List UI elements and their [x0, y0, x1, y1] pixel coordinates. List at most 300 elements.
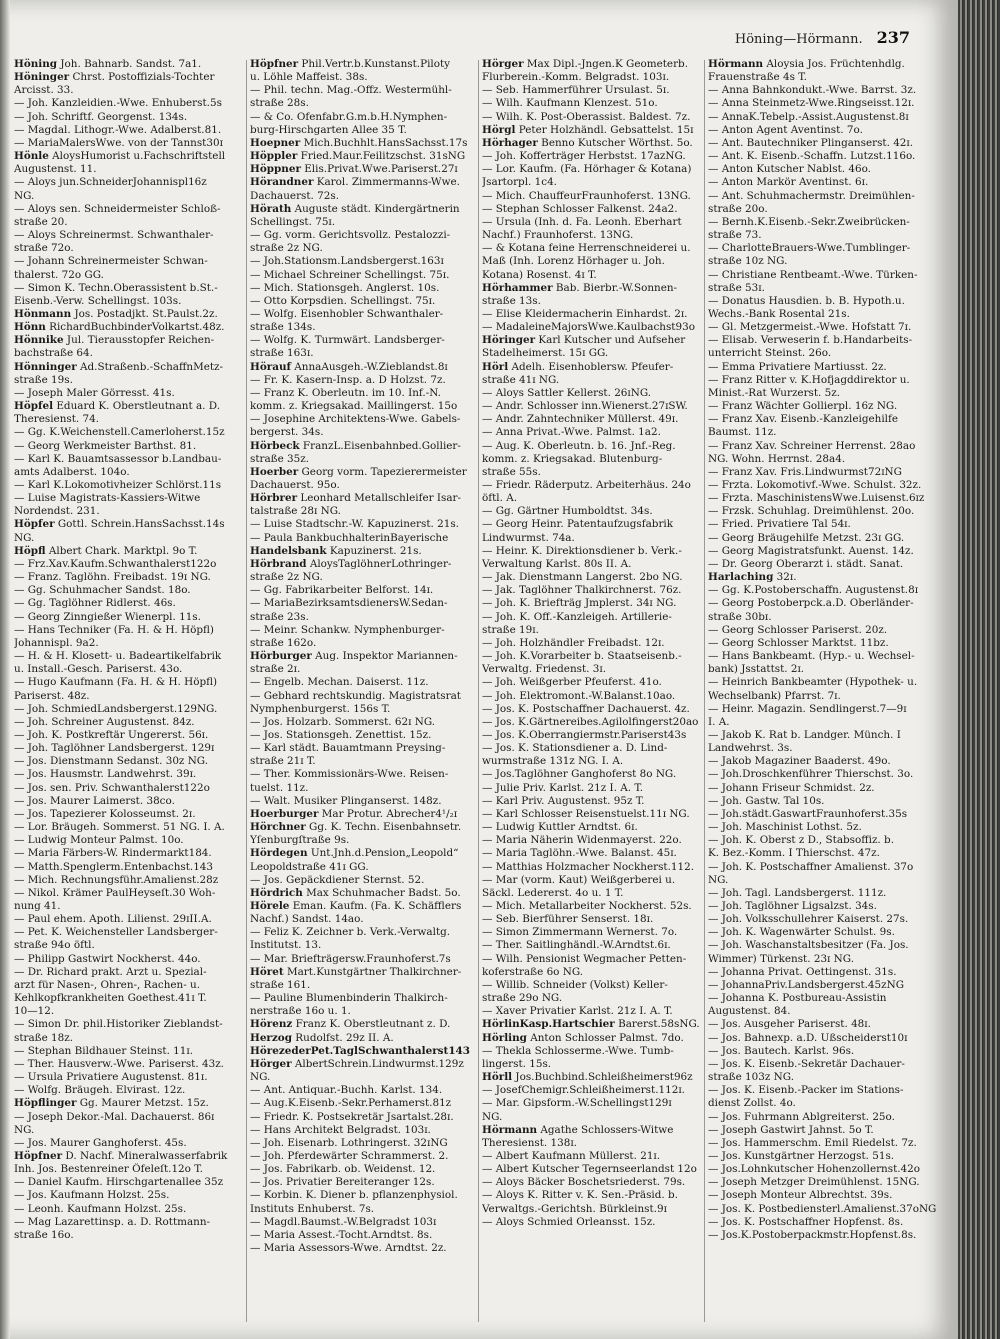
directory-entry: Höppler Fried.Maur.Feilitzschst. 31sNG — [250, 150, 466, 163]
directory-entry: Hörhammer Bab. Bierbr.-W.Sonnen- — [482, 281, 678, 294]
directory-entry: — Michael Schreiner Schellingst. 75ɪ. — [250, 268, 450, 281]
directory-entry: NG. — [14, 1123, 35, 1136]
directory-entry: — Joh. Kanzleidien.-Wwe. Enhuberst.5s — [14, 97, 222, 110]
directory-entry: Nymphenburgerst. 156s T. — [250, 702, 391, 715]
directory-entry: — Joh. Weißgerber Pfeuferst. 41o. — [482, 676, 662, 689]
directory-entry: nerstraße 16o u. 1. — [250, 1005, 351, 1018]
directory-entry: straße 103z NG. — [708, 1071, 794, 1084]
directory-entry: amts Adalberst. 104o. — [14, 465, 130, 478]
directory-entry: — Elisab. Verweserin f. b.Handarbeits- — [708, 334, 913, 347]
directory-entry: — & Co. Ofenfabr.G.m.b.H.Nymphen- — [250, 110, 448, 123]
directory-entry: — Jos. K. Postbediensterl.Amalienst.37oNG — [708, 1202, 937, 1215]
directory-entry: — Joseph Gastwirt Jahnst. 5o T. — [708, 1123, 874, 1136]
directory-entry: NG. — [482, 1110, 503, 1123]
column-rule — [246, 60, 247, 1322]
directory-entry: — Meinr. Schankw. Nymphenburger- — [250, 623, 445, 636]
directory-entry: Hörbrand AloysTaglöhnerLothringer- — [250, 557, 452, 570]
directory-entry: bank) Jsstattst. 2ɪ. — [708, 663, 805, 676]
directory-column-1 — [14, 58, 254, 1328]
directory-entry: HörlinKasp.Hartschier Barerst.58sNG. — [482, 1018, 700, 1031]
directory-entry: — Emma Privatiere Martiusst. 2z. — [708, 360, 887, 373]
directory-entry: — Frzsk. Schuhlag. Dreimühlenst. 20o. — [708, 505, 915, 518]
directory-entry: — Franz K. Oberleutn. im 10. Inf.-N. — [250, 386, 441, 399]
directory-entry: — Joh. K. Oberst z D., Stabsoffiz. b. — [708, 834, 894, 847]
directory-entry: — Karl K.Lokomotivheizer Schlörst.11s — [14, 479, 222, 491]
directory-entry: — Andr. Schlosser inn.Wienerst.27ɪSW. — [482, 400, 688, 413]
directory-entry: — Mag Lazarettinsp. a. D. Rottmann- — [14, 1215, 211, 1228]
directory-entry: tuelst. 11z. — [250, 781, 309, 794]
directory-entry: — Heinr. Magazin. Sendlingerst.7—9ɪ — [708, 702, 907, 715]
directory-entry: — MariaMalersWwe. von der Tannst30ɪ — [14, 136, 223, 149]
directory-entry: Hörling Anton Schlosser Palmst. 7do. — [482, 1031, 684, 1044]
directory-entry: Hörbrer Leonhard Metallschleifer Isar- — [250, 492, 461, 505]
directory-entry: — Albert Kaufmann Müllerst. 21ɪ. — [482, 1149, 661, 1162]
directory-entry: — Jos. Kunstgärtner Herzogst. 51s. — [708, 1149, 895, 1162]
directory-entry: — Jos. Maurer Ganghoferst. 45s. — [14, 1136, 187, 1149]
directory-entry: bergerst. 34s. — [250, 426, 324, 439]
directory-entry: — Wilh. Kaufmann Klenzest. 51o. — [482, 97, 658, 110]
directory-entry: Theresienst. 74. — [14, 413, 100, 426]
directory-entry: — Jos. K. Eisenb.-Sekretär Dachauer- — [708, 1057, 905, 1070]
directory-entry: — Gg. Gärtner Humboldtst. 34s. — [482, 505, 653, 518]
directory-entry: — Lor. Bräugeh. Sommerst. 51 NG. I. A. — [14, 821, 225, 834]
directory-entry: straße 29o NG. — [482, 992, 563, 1005]
directory-entry: — Jos. Holzarb. Sommerst. 62ɪ NG. — [250, 715, 436, 728]
directory-entry: — Jos. K. Stationsdiener a. D. Lind- — [482, 742, 668, 755]
directory-entry: — Xaver Privatier Karlst. 21z I. A. T. — [482, 1005, 673, 1018]
directory-entry: u. Löhle Maffeist. 38s. — [250, 71, 368, 84]
directory-entry: — Maria Näherin Widenmayerst. 22o. — [482, 834, 682, 847]
directory-entry: straße 73. — [708, 229, 762, 242]
directory-entry: — Jos. Fuhrmann Ablgreiterst. 25o. — [708, 1110, 895, 1123]
directory-entry: — Gg. Fabrikarbeiter Belforst. 14ɪ. — [250, 584, 434, 597]
directory-entry: — Gl. Metzgermeist.-Wwe. Hofstatt 7ɪ. — [708, 321, 912, 334]
directory-entry: — Jos. Ausgeher Pariserst. 48ɪ. — [708, 1018, 871, 1031]
directory-entry: Hörenz Franz K. Oberstleutnant z. D. — [250, 1018, 451, 1031]
directory-entry: arzt für Nasen-, Ohren-, Rachen- u. — [14, 978, 201, 991]
directory-entry: — Karl städt. Bauamtmann Preysing- — [250, 742, 446, 755]
directory-entry: Arcisst. 33. — [14, 84, 74, 97]
directory-entry: straße 16o. — [14, 1228, 74, 1241]
directory-entry: — Walt. Musiker Plinganserst. 148z. — [250, 794, 442, 807]
directory-entry: Flurberein.-Komm. Belgradst. 103ɪ. — [482, 71, 670, 84]
directory-entry: — Anton Markör Aventinst. 6ɪ. — [708, 176, 869, 189]
directory-entry: straße 2z NG. — [250, 242, 323, 255]
directory-entry: NG. — [250, 1071, 271, 1084]
directory-entry: Hörath Auguste städt. Kindergärtnerin — [250, 202, 460, 215]
directory-entry: HörezederPet.TaglSchwanthalerst143 — [250, 1044, 471, 1057]
directory-entry: — Jos. Gepäckdiener Sternst. 52. — [250, 873, 425, 886]
directory-entry: — Hans Bankbeamt. (Hyp.- u. Wechsel- — [708, 650, 915, 663]
directory-entry: — JohannaPriv.Landsbergerst.45zNG — [708, 978, 905, 991]
directory-entry: Hörele Eman. Kaufm. (Fa. K. Schäfflers — [250, 900, 462, 912]
directory-entry: Augustenst. 84. — [708, 1005, 791, 1018]
directory-entry: — Joseph Monteur Albrechtst. 39s. — [708, 1189, 893, 1202]
directory-entry: — Magdal. Lithogr.-Wwe. Adalberst.81. — [14, 123, 222, 136]
directory-entry: Hörmann Aloysia Jos. Früchtenhdlg. — [708, 58, 905, 70]
directory-entry: K. Bez.-Komm. I Thierschst. 47z. — [708, 847, 880, 860]
directory-entry: — Jos. Fabrikarb. ob. Weidenst. 12. — [250, 1163, 436, 1176]
directory-entry: straße 2ɪ. — [250, 663, 301, 676]
directory-entry: Herzog Rudolfst. 29z II. A. — [250, 1031, 394, 1044]
directory-entry: Hörll Jos.Buchbind.Schleißheimerst96z — [482, 1071, 693, 1084]
directory-entry: — Joseph Metzger Dreimühlenst. 15NG. — [708, 1176, 920, 1189]
directory-entry: — MadaleineMajorsWwe.Kaulbachst93o — [482, 321, 695, 334]
directory-entry: — Heinrich Bankbeamter (Hypothek- u. — [708, 676, 918, 689]
directory-entry: straße 20o. — [708, 202, 768, 215]
directory-entry: Wimmer) Türkenst. 23ɪ NG. — [708, 952, 855, 965]
directory-entry: — Jos.K.Postoberpackmstr.Hopfenst.8s. — [708, 1228, 917, 1241]
directory-entry: — Jos. Hammerschm. Emil Riedelst. 7z. — [708, 1136, 917, 1149]
directory-entry: Inh. Jos. Bestenreiner Öfeleſt.12o T. — [14, 1163, 203, 1176]
directory-entry: Handelsbank Kapuzinerst. 21s. — [250, 544, 422, 557]
directory-entry: — Franz Wächter Gollierpl. 16z NG. — [708, 400, 898, 413]
page-number: 237 — [876, 28, 910, 47]
directory-entry: — Pauline Blumenbinderin Thalkirch- — [250, 992, 448, 1005]
directory-entry: — Jos. K. Eisenb.-Packer im Stations- — [708, 1084, 904, 1097]
directory-entry: straße 10z NG. — [708, 255, 788, 268]
directory-entry: nung 41. — [14, 900, 61, 912]
directory-entry: Hoerburger Mar Protur. Abrecher4¹/₂ɪ — [250, 807, 458, 820]
directory-column-4 — [708, 58, 948, 1328]
directory-entry: — Fried. Privatiere Tal 54ɪ. — [708, 518, 851, 531]
directory-entry: Schellingst. 75ɪ. — [250, 215, 336, 228]
directory-entry: — Aloys jun.SchneiderJohannispl16z — [14, 176, 207, 189]
directory-entry: — Friedr. Räderputz. Arbeiterhäus. 24o — [482, 479, 691, 491]
directory-entry: Eisenb.-Verw. Schellingst. 103s. — [14, 294, 182, 307]
directory-entry: — Ant. Bautechniker Plinganserst. 42ɪ. — [708, 136, 914, 149]
directory-entry: — Franz Xav. Eisenb.-Kanzleigehilfe — [708, 413, 898, 426]
directory-entry: — Karl Priv. Augustenst. 95z T. — [482, 794, 645, 807]
directory-entry: — Georg Postoberpck.a.D. Oberländer- — [708, 597, 914, 610]
running-head: Höning—Hörmann. — [734, 32, 863, 47]
directory-entry: — Wilh. Pensionist Wegmacher Petten- — [482, 952, 687, 965]
directory-entry: Hönmann Jos. Postadjkt. St.Paulst.2z. — [14, 307, 218, 320]
directory-entry: — Joh. Taglöhner Ligsalzst. 34s. — [708, 900, 877, 912]
directory-entry: — Johanna Privat. Oettingenst. 31s. — [708, 965, 897, 978]
directory-entry: — Aug.K.Eisenb.-Sekr.Perhamerst.81z — [250, 1097, 452, 1110]
directory-entry: — Jos. Stationsgeh. Zenettist. 15z. — [250, 728, 432, 741]
page-binding-shadow — [0, 0, 10, 1339]
directory-entry: — Willib. Schneider (Volkst) Keller- — [482, 978, 668, 991]
directory-entry: — Joh. Waschanstaltsbesitzer (Fa. Jos. — [708, 939, 909, 952]
directory-entry: — Hans Architekt Belgradst. 103ɪ. — [250, 1123, 431, 1136]
directory-entry: — Donatus Hausdien. b. B. Hypoth.u. — [708, 294, 905, 307]
directory-entry: — Dr. Richard prakt. Arzt u. Spezial- — [14, 965, 207, 978]
directory-entry: — Gg. Taglöhner Ridlerst. 46s. — [14, 597, 176, 610]
directory-entry: straße 21ɪ T. — [250, 755, 316, 768]
directory-entry: — Simon K. Techn.Oberassistent b.St.- — [14, 281, 218, 294]
directory-entry: — Jos. K.Oberrangiermstr.Pariserst43s — [482, 728, 687, 741]
directory-entry: Hönle AloysHumorist u.Fachschriftstell — [14, 150, 226, 163]
directory-entry: — Engelb. Mechan. Daiserst. 11z. — [250, 676, 429, 689]
directory-entry: — Jos. Bautech. Karlst. 96s. — [708, 1044, 855, 1057]
directory-entry: Lindwurmst. 74a. — [482, 531, 575, 544]
page-header — [640, 28, 910, 52]
directory-entry: Höret Mart.Kunstgärtner Thalkirchner- — [250, 965, 462, 978]
directory-entry: — Wilh. K. Post-Oberassist. Baldest. 7z. — [482, 110, 691, 123]
directory-entry: Instituts Enhuberst. 7s. — [250, 1202, 375, 1215]
directory-entry: — Lor. Kaufm. (Fa. Hörhager & Kotana) — [482, 163, 692, 176]
directory-entry: Minist.-Rat Wurzerst. 5z. — [708, 386, 841, 399]
directory-entry: — Hugo Kaufmann (Fa. H. & H. Höpfl) — [14, 676, 218, 689]
directory-entry: straße 2z NG. — [250, 571, 323, 584]
directory-entry: — Philipp Gastwirt Nockherst. 44o. — [14, 952, 201, 965]
directory-entry: — Ludwig Monteur Palmst. 10o. — [14, 834, 184, 847]
column-rule — [478, 60, 479, 1322]
directory-entry: — Jos. Privatier Bereiteranger 12s. — [250, 1176, 435, 1189]
directory-entry: — Aloys Schreinermst. Schwanthaler- — [14, 229, 214, 242]
directory-entry: Hördrich Max Schuhmacher Badst. 5o. — [250, 886, 461, 899]
directory-entry: — Joh. SchmiedLandsbergerst.129NG. — [14, 702, 218, 715]
directory-entry: — Gebhard rechtskundig. Magistratsrat — [250, 689, 461, 702]
directory-entry: Hörmann Agathe Schlossers-Witwe — [482, 1123, 674, 1136]
directory-entry: straße 162o. — [250, 636, 317, 649]
directory-entry: — Georg Magistratsfunkt. Auenst. 14z. — [708, 544, 914, 557]
directory-entry: — Mich. Rechnungsführ.Amalienst.28z — [14, 873, 219, 886]
directory-entry: Maß (Inh. Lorenz Hörhager u. Joh. — [482, 255, 665, 268]
directory-entry: — Andr. Zahntechniker Müllerst. 49ɪ. — [482, 413, 679, 426]
directory-entry: Harlaching 32ɪ. — [708, 571, 797, 584]
directory-entry: straße 19ɪ. — [482, 623, 539, 636]
directory-entry: wurmstraße 131z NG. I. A. — [482, 755, 624, 768]
directory-entry: — Gg. K.Weichenstell.Camerloherst.15z — [14, 426, 225, 439]
directory-entry: Stadelheimerst. 15ɪ GG. — [482, 347, 609, 360]
directory-entry: straße 23s. — [250, 610, 309, 623]
directory-entry: Höninger Chrst. Postoffizials-Tochter — [14, 71, 215, 84]
directory-entry: — Karl Schlosser Reisenstuelst.11ɪ NG. — [482, 807, 690, 820]
directory-entry: — Joh. Taglöhner Landsbergerst. 129ɪ — [14, 742, 215, 755]
directory-entry: Wechs.-Bank Rosental 21s. — [708, 307, 850, 320]
directory-entry: — Elise Kleidermacherin Einhardst. 2ɪ. — [482, 307, 688, 320]
directory-entry: — Joh. Holzhändler Freibadst. 12ɪ. — [482, 636, 665, 649]
directory-entry: Hördegen Unt.Jnh.d.Pension„Leopold“ — [250, 847, 459, 860]
directory-entry: straße 163ɪ. — [250, 347, 314, 360]
directory-entry: — Georg Heinr. Patentaufzugsfabrik — [482, 518, 674, 531]
directory-entry: — Gg. vorm. Gerichtsvollz. Pestalozzi- — [250, 229, 451, 242]
directory-entry: — Joh. K. Wagenwärter Schulst. 9s. — [708, 926, 895, 939]
directory-entry: — Joh. Volksschullehrer Kaiserst. 27s. — [708, 913, 909, 926]
directory-entry: straße 20. — [14, 215, 68, 228]
directory-entry: straße 55s. — [482, 465, 541, 478]
directory-entry: — MariaBezirksamtsdienersW.Sedan- — [250, 597, 448, 610]
directory-entry: — Aloys Schmied Orleansst. 15z. — [482, 1215, 656, 1228]
directory-entry: — Joh. Maschinist Lothst. 5z. — [708, 821, 862, 834]
directory-entry: — Georg Zinngießer Wienerpl. 11s. — [14, 610, 201, 623]
directory-entry: — Johann Schreinermeister Schwan- — [14, 255, 208, 268]
directory-entry: — Frz.Xav.Kaufm.Schwanthalerst122o — [14, 557, 217, 570]
directory-entry: — & Kotana feine Herrenschneiderei u. — [482, 242, 691, 255]
directory-entry: — Joh. Eisenarb. Lothringerst. 32ɪNG — [250, 1136, 448, 1149]
directory-entry: — Karl K. Bauamtsassessor b.Landbau- — [14, 452, 222, 465]
directory-entry: — Aloys Sattler Kellerst. 26ɪNG. — [482, 386, 652, 399]
directory-entry: Hönninger Ad.Straßenb.-SchaffnMetz- — [14, 360, 224, 373]
directory-entry: — Ant. Antiquar.-Buchh. Karlst. 134. — [250, 1084, 443, 1097]
directory-entry: — Leonh. Kaufmann Holzst. 25s. — [14, 1202, 187, 1215]
directory-entry: — Heinr. K. Direktionsdiener b. Verk.- — [482, 544, 682, 557]
directory-entry: — CharlotteBrauers-Wwe.Tumblinger- — [708, 242, 911, 255]
directory-entry: NG. — [14, 189, 35, 202]
directory-entry: straße 19s. — [14, 373, 73, 386]
directory-entry: Dachauerst. 72s. — [250, 189, 340, 202]
directory-entry: Wechselbank) Pfarrst. 7ɪ. — [708, 689, 841, 702]
directory-entry: — Thekla Schlosserme.-Wwe. Tumb- — [482, 1044, 674, 1057]
directory-entry: Jsartorpl. 1c4. — [482, 176, 557, 189]
directory-entry: — Joh. K. Postkreftär Ungererst. 56ɪ. — [14, 728, 209, 741]
directory-entry: — Maria Färbers-W. Rindermarkt184. — [14, 847, 212, 860]
directory-entry: — Anton Kutscher Nablst. 46o. — [708, 163, 871, 176]
directory-entry: Höpfel Eduard K. Oberstleutnant a. D. — [14, 400, 221, 413]
directory-entry: Kehlkopfkrankheiten Goethest.41ɪ T. — [14, 992, 207, 1005]
directory-entry: — Magdl.Baumst.-W.Belgradst 103ɪ — [250, 1215, 437, 1228]
directory-entry: koferstraße 6o NG. — [482, 965, 584, 978]
directory-entry: Hörauf AnnaAusgeh.-W.Zieblandst.8ɪ — [250, 360, 448, 373]
directory-entry: — Jos. sen. Priv. Schwanthalerst122o — [14, 781, 210, 794]
directory-entry: Hoerber Georg vorm. Tapezierermeister — [250, 465, 467, 478]
directory-entry: I. A. — [708, 715, 730, 728]
directory-entry: — Paula BankbuchhalterinBayerische — [250, 531, 449, 544]
directory-entry: — Maria Assest.-Tocht.Arndtst. 8s. — [250, 1228, 433, 1241]
directory-entry: — Joh. Gastw. Tal 10s. — [708, 794, 825, 807]
directory-entry: — Joseph Dekor.-Mal. Dachauerst. 86ɪ — [14, 1110, 215, 1123]
directory-entry: — Ant. K. Eisenb.-Schaffn. Lutzst.116o. — [708, 150, 916, 163]
directory-entry: Johannispl. 9a2. — [14, 636, 99, 649]
directory-entry: — Ursula (Inh. d. Fa. Leonh. Eberhart — [482, 215, 682, 228]
directory-entry: straße 35z. — [250, 452, 310, 465]
directory-entry: straße 18z. — [14, 1031, 74, 1044]
directory-entry: burg-Hirschgarten Allee 35 T. — [250, 123, 407, 136]
directory-entry: Verwaltung Karlst. 80s II. A. — [482, 557, 632, 570]
directory-entry: — Anton Agent Aventinst. 7o. — [708, 123, 863, 136]
directory-entry: — Otto Korpsdien. Schellingst. 75ɪ. — [250, 294, 436, 307]
directory-entry: — Joh. Elektromont.-W.Balanst.10ao. — [482, 689, 676, 702]
directory-entry: — Mar (vorm. Kaut) Weißgerberei u. — [482, 873, 676, 886]
directory-entry: — Christiane Rentbeamt.-Wwe. Türken- — [708, 268, 918, 281]
directory-entry: — H. & H. Klosett- u. Badeartikelfabrik — [14, 650, 222, 663]
directory-column-2 — [250, 58, 490, 1328]
directory-entry: — Dr. Georg Oberarzt i. städt. Sanat. — [708, 557, 904, 570]
directory-entry: — Josephine Architektens-Wwe. Gabels- — [250, 413, 461, 426]
directory-entry: Leopoldstraße 41ɪ GG. — [250, 860, 369, 873]
directory-entry: Hönn RichardBuchbinderVolkartst.48z. — [14, 321, 225, 334]
column-rule — [704, 60, 705, 1322]
directory-entry: straße 94o öftl. — [14, 939, 95, 952]
directory-entry: — Jakob K. Rat b. Landger. Münch. I — [708, 728, 901, 741]
directory-entry: bachstraße 64. — [14, 347, 93, 360]
directory-entry: Höpfner Phil.Vertr.b.Kunstanst.Piloty — [250, 58, 451, 70]
directory-entry: straße 41ɪ NG. — [482, 373, 560, 386]
directory-entry: — Joh.Stationsm.Landsbergerst.163ɪ — [250, 255, 444, 268]
directory-entry: — Nikol. Krämer PaulHeyseſt.30 Woh- — [14, 886, 216, 899]
directory-entry: — Aug. K. Oberleutn. b. 16. Jnf.-Reg. — [482, 439, 676, 452]
directory-entry: — Friedr. K. Postsekretär Jsartalst.28ɪ. — [250, 1110, 454, 1123]
directory-entry: — Fr. K. Kasern-Insp. a. D Holzst. 7z. — [250, 373, 446, 386]
directory-entry: straße 53ɪ. — [708, 281, 765, 294]
directory-entry: dienst Zollst. 4o. — [708, 1097, 796, 1110]
directory-entry: — Ludwig Kuttler Arndtst. 6ɪ. — [482, 821, 638, 834]
directory-entry: NG. Wohn. Herrnst. 28a4. — [708, 452, 846, 465]
directory-entry: Höpfer Gottl. Schrein.HansSachsst.14s — [14, 518, 225, 531]
directory-entry: — Frzta. MaschinistensWwe.Luisenst.6ɪz — [708, 492, 925, 505]
directory-entry: — Ursula Privatiere Augustenst. 81ɪ. — [14, 1071, 208, 1084]
directory-entry: — Matth.Spenglerm.Entenbachst.143 — [14, 860, 214, 873]
directory-entry: — Johann Friseur Schmidst. 2z. — [708, 781, 875, 794]
directory-entry: — Aloys K. Ritter v. K. Sen.-Präsid. b. — [482, 1189, 678, 1202]
directory-entry: — Johanna K. Postbureau-Assistin — [708, 992, 887, 1005]
directory-entry: NG. — [14, 531, 35, 544]
directory-entry: Verwaltgs.-Gerichtsh. Bürkleinst.9ɪ — [482, 1202, 667, 1215]
directory-entry: Kotana) Rosenst. 4ɪ T. — [482, 268, 597, 281]
directory-entry: Hörbeck FranzL.Eisenbahnbed.Gollier- — [250, 439, 461, 452]
directory-entry: — Simon Dr. phil.Historiker Zieblandst- — [14, 1018, 223, 1031]
directory-entry: straße 13s. — [482, 294, 541, 307]
directory-entry: Nordendst. 231. — [14, 505, 100, 518]
directory-entry: — Joh. K. Briefträg Jmplerst. 34ɪ NG. — [482, 597, 677, 610]
directory-entry: Hoepner Mich.Buchhlt.HansSachsst.17s — [250, 136, 468, 149]
directory-entry: — Wolfg. Eisenhobler Schwanthaler- — [250, 307, 444, 320]
directory-entry: straße 72o. — [14, 242, 74, 255]
directory-entry: NG. — [708, 873, 729, 886]
directory-entry: — Joh. Schreiner Augustenst. 84z. — [14, 715, 195, 728]
directory-entry: — Georg Schlosser Marktst. 11bz. — [708, 636, 889, 649]
directory-entry: — Jos.Taglöhner Ganghoferst 8o NG. — [482, 768, 677, 781]
directory-entry: — Wolfg. Bräugeh. Elvirast. 12z. — [14, 1084, 186, 1097]
directory-entry: — Seb. Bierführer Senserst. 18ɪ. — [482, 913, 654, 926]
directory-entry: — Jos. Kaufmann Holzst. 25s. — [14, 1189, 170, 1202]
directory-entry: — Jos. Bahnexp. a.D. Ußscheiderst10ɪ — [708, 1031, 908, 1044]
directory-entry: — Mich. Metallarbeiter Nockherst. 52s. — [482, 900, 692, 912]
directory-entry: — JosefChemigr.Schleißheimerst.112ɪ. — [482, 1084, 685, 1097]
directory-entry: — Gg. K.Postoberschaffn. Augustenst.8ɪ — [708, 584, 919, 597]
directory-entry: — Ther. Hausverw.-Wwe. Pariserst. 43z. — [14, 1057, 224, 1070]
directory-entry: Institutst. 13. — [250, 939, 322, 952]
directory-entry: — Hans Techniker (Fa. H. & H. Höpfl) — [14, 623, 214, 636]
directory-entry: Höpflinger Gg. Maurer Metzst. 15z. — [14, 1097, 209, 1110]
directory-entry: — Jos. Dienstmann Sedanst. 30z NG. — [14, 755, 209, 768]
directory-entry: — Anna Steinmetz-Wwe.Ringseisst.12ɪ. — [708, 97, 915, 110]
directory-entry: Hörchner Gg. K. Techn. Eisenbahnsetr. — [250, 821, 462, 834]
directory-entry: — Joh. Schriftf. Georgenst. 134s. — [14, 110, 188, 123]
directory-entry: — Ther. Saitlinghändl.-W.Arndtst.6ɪ. — [482, 939, 671, 952]
directory-entry: — Joh.städt.GaswartFraunhoferst.35s — [708, 807, 908, 820]
directory-entry: u. Install.-Gesch. Pariserst. 43o. — [14, 663, 183, 676]
directory-entry: — Jak. Dienstmann Langerst. 2bo NG. — [482, 571, 683, 584]
directory-entry: komm. z. Kriegsakad. Blutenburg- — [482, 452, 663, 465]
directory-entry: — Matthias Holzmacher Nockherst.112. — [482, 860, 695, 873]
directory-entry: straße 28s. — [250, 97, 309, 110]
directory-entry: Nachf.) Sandst. 14ao. — [250, 913, 364, 926]
directory-entry: — Franz Xav. Fris.Lindwurmst72ɪNG — [708, 465, 902, 478]
directory-entry: — Paul ehem. Apoth. Lilienst. 29ɪII.A. — [14, 913, 212, 926]
directory-entry: — Jos. K.Gärtnereibes.Agilolfingerst20ao — [482, 715, 699, 728]
directory-entry: — Anna Bahnkondukt.-Wwe. Barrst. 3z. — [708, 84, 917, 97]
directory-entry: — Jos. Tapezierer Kolosseumst. 2ɪ. — [14, 807, 196, 820]
directory-entry: — Joh. K. Off.-Kanzleigeh. Artillerie- — [482, 610, 672, 623]
directory-entry: — Joh. K. Postschaffner Amalienst. 37o — [708, 860, 914, 873]
directory-entry: Säckl. Ledererst. 4o u. 1 T. — [482, 886, 624, 899]
directory-entry: — Jos. Hausmstr. Landwehrst. 39ɪ. — [14, 768, 197, 781]
directory-entry: Verwaltg. Friedenst. 3ɪ. — [482, 663, 607, 676]
directory-column-3 — [482, 58, 722, 1328]
directory-entry: — Joh. Kofferträger Herbstst. 17azNG. — [482, 150, 686, 163]
directory-entry: 10—12. — [14, 1005, 55, 1018]
directory-entry: Augustenst. 11. — [14, 163, 97, 176]
directory-entry: — Seb. Hammerführer Ursulast. 5ɪ. — [482, 84, 670, 97]
directory-entry: straße 30bɪ. — [708, 610, 772, 623]
directory-entry: — Maria Taglöhn.-Wwe. Balanst. 45ɪ. — [482, 847, 677, 860]
directory-entry: — Jak. Taglöhner Thalkirchnerst. 76z. — [482, 584, 682, 597]
directory-entry: — Georg Werkmeister Barthst. 81. — [14, 439, 197, 452]
